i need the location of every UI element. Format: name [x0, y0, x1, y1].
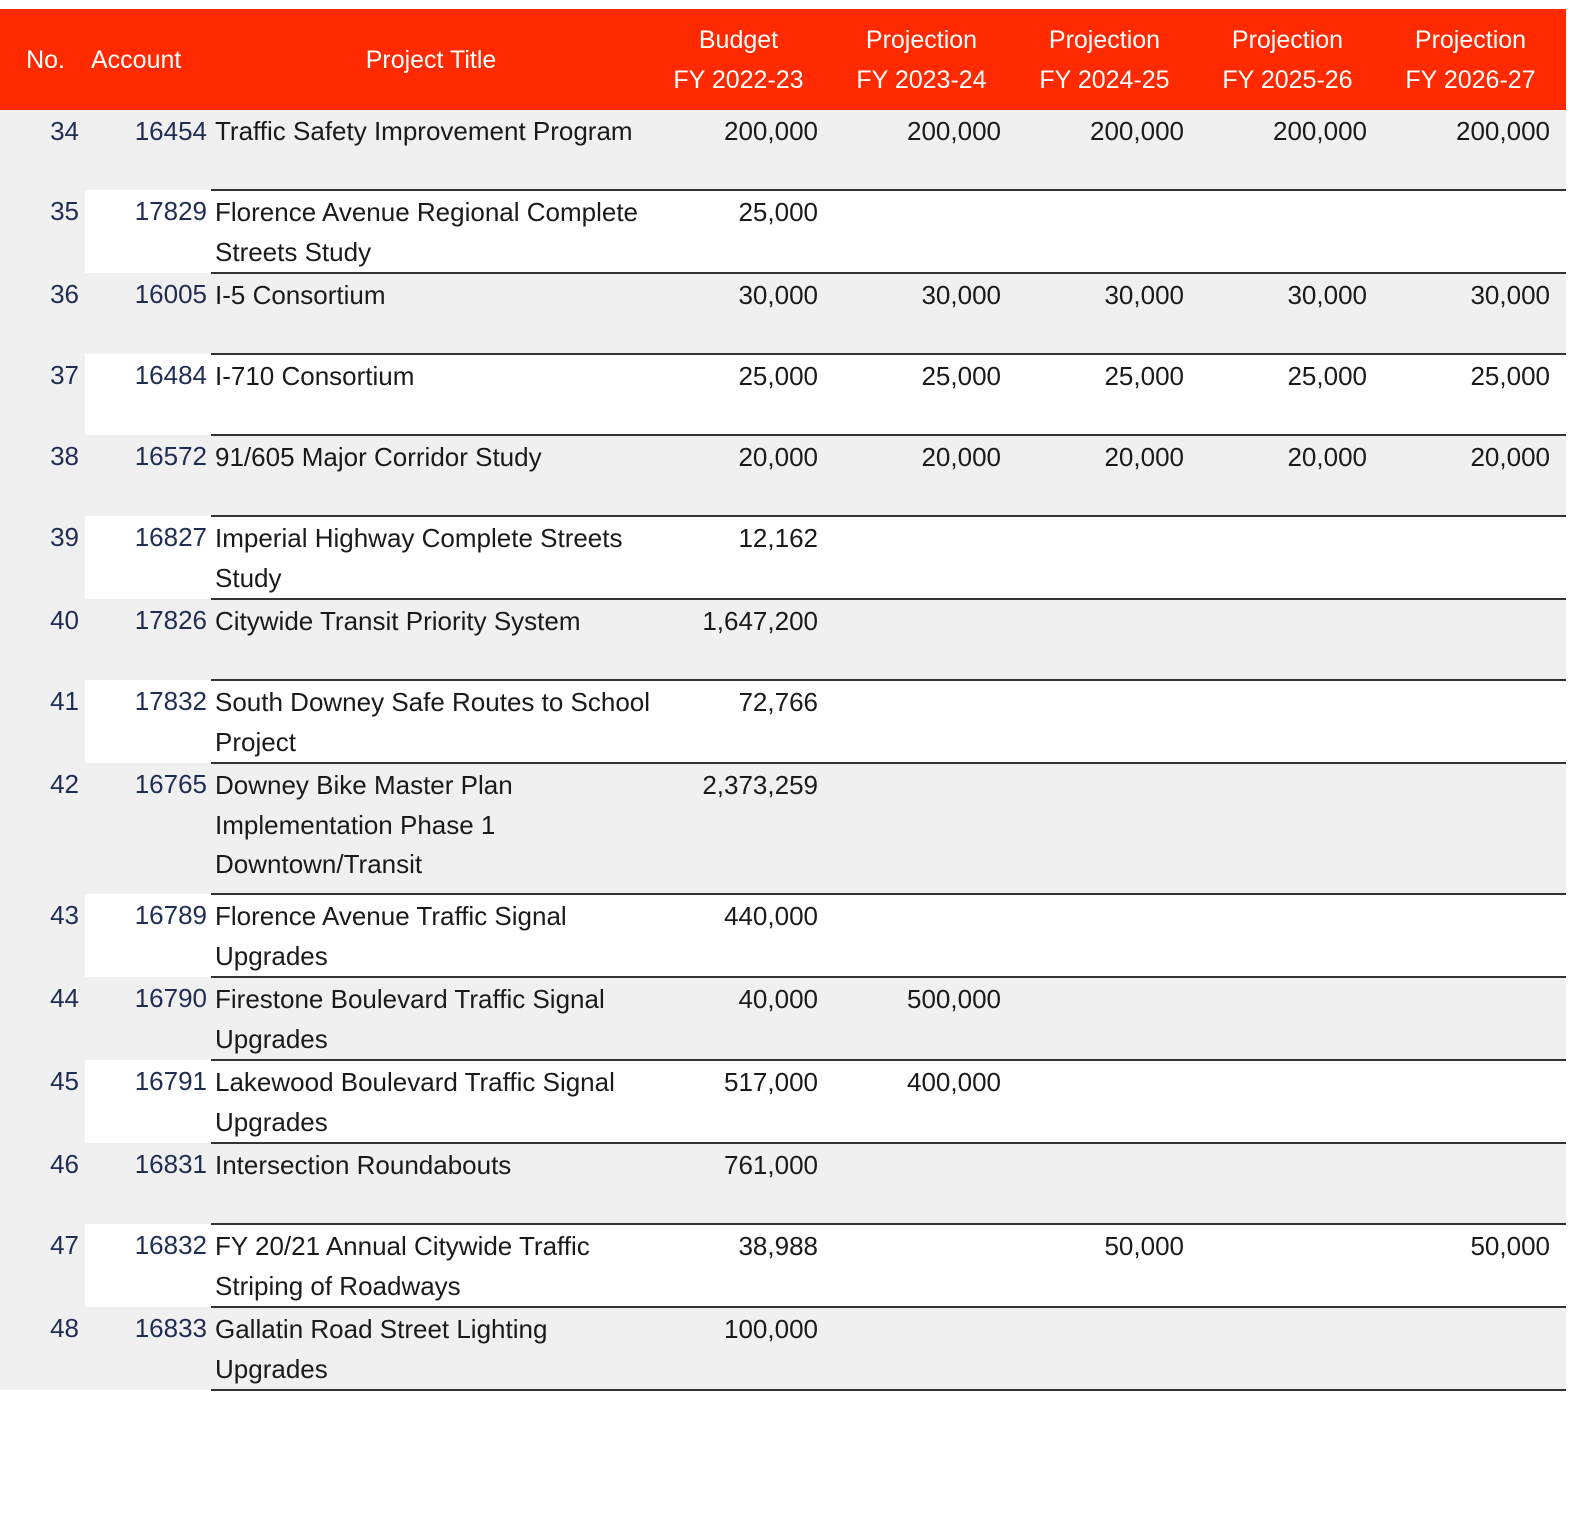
projection-fy-2026-27: 200,000 — [1383, 110, 1566, 190]
project-title: 91/605 Major Corridor Study — [211, 435, 651, 516]
project-title: South Downey Safe Routes to School Project — [211, 680, 651, 763]
projection-fy-2023-24 — [834, 516, 1017, 599]
row-number: 41 — [0, 680, 85, 763]
table-row — [0, 894, 1566, 977]
account-number: 17832 — [134, 686, 207, 716]
projection-fy-2025-26: 200,000 — [1200, 110, 1383, 190]
projection-fy-2025-26 — [1200, 1060, 1383, 1143]
header-year: FY 2023-24 — [856, 65, 987, 94]
projection-fy-2023-24 — [834, 763, 1017, 894]
project-title: I-710 Consortium — [211, 354, 651, 435]
projection-fy-2025-26 — [1200, 190, 1383, 273]
row-number: 42 — [0, 763, 85, 894]
account-number: 16005 — [85, 273, 211, 354]
projection-fy-2026-27 — [1383, 516, 1566, 599]
header-year: FY 2026-27 — [1405, 65, 1536, 94]
projection-fy-2024-25: 25,000 — [1017, 354, 1200, 435]
projection-fy-2026-27: 30,000 — [1383, 273, 1566, 354]
budget-fy-2022-23: 38,988 — [651, 1224, 834, 1307]
row-number: 47 — [0, 1224, 85, 1307]
row-number: 44 — [0, 977, 85, 1060]
account-number: 17829 — [134, 196, 207, 226]
row-number: 46 — [0, 1143, 85, 1224]
row-number: 36 — [0, 273, 85, 354]
table-row — [0, 1143, 1566, 1224]
projection-fy-2025-26 — [1200, 977, 1383, 1060]
project-title: Intersection Roundabouts — [211, 1143, 651, 1224]
projection-fy-2024-25 — [1017, 1307, 1200, 1390]
projection-fy-2024-25 — [1017, 977, 1200, 1060]
project-title: Downey Bike Master Plan Implementation Phase 1 Downtown/Transit — [211, 763, 651, 894]
projection-fy-2026-27: 50,000 — [1383, 1224, 1566, 1307]
account-number: 16827 — [134, 522, 207, 552]
row-number: 43 — [0, 894, 85, 977]
project-title: Firestone Boulevard Traffic Signal Upgrades — [211, 977, 651, 1060]
projection-fy-2023-24 — [834, 1224, 1017, 1307]
projection-fy-2023-24: 30,000 — [834, 273, 1017, 354]
projection-fy-2023-24: 20,000 — [834, 435, 1017, 516]
budget-fy-2022-23: 12,162 — [651, 516, 834, 599]
header-no: No. — [0, 9, 85, 110]
budget-fy-2022-23: 761,000 — [651, 1143, 834, 1224]
projection-fy-2023-24: 25,000 — [834, 354, 1017, 435]
row-number: 48 — [0, 1307, 85, 1390]
header-year: FY 2025-26 — [1222, 65, 1353, 94]
budget-fy-2022-23: 440,000 — [651, 894, 834, 977]
account-number: 16790 — [85, 977, 211, 1060]
account-number: 16484 — [134, 360, 207, 390]
budget-fy-2022-23: 40,000 — [651, 977, 834, 1060]
projection-fy-2025-26 — [1200, 1224, 1383, 1307]
projection-fy-2026-27 — [1383, 763, 1566, 894]
row-number: 45 — [0, 1060, 85, 1143]
table-header — [0, 9, 1566, 110]
projection-fy-2024-25 — [1017, 1060, 1200, 1143]
row-number: 40 — [0, 599, 85, 680]
projection-fy-2026-27 — [1383, 599, 1566, 680]
account-number: 16454 — [85, 110, 211, 190]
header-projection-fy-2024-25 — [1017, 9, 1200, 110]
header-projection-fy-2025-26 — [1200, 9, 1383, 110]
projection-fy-2023-24 — [834, 1307, 1017, 1390]
projection-fy-2025-26 — [1200, 599, 1383, 680]
table-row — [0, 1224, 1566, 1307]
project-title: Traffic Safety Improvement Program — [211, 110, 651, 190]
header-label: Projection — [1414, 25, 1527, 54]
header-projection-fy-2026-27 — [1383, 9, 1566, 110]
projection-fy-2025-26 — [1200, 763, 1383, 894]
projection-fy-2025-26 — [1200, 894, 1383, 977]
projection-fy-2024-25: 50,000 — [1017, 1224, 1200, 1307]
table-row — [0, 354, 1566, 435]
projection-fy-2023-24 — [834, 894, 1017, 977]
projection-fy-2023-24: 200,000 — [834, 110, 1017, 190]
projection-fy-2026-27 — [1383, 1307, 1566, 1390]
projection-fy-2023-24: 500,000 — [834, 977, 1017, 1060]
account-number: 16832 — [134, 1230, 207, 1260]
project-title: Florence Avenue Traffic Signal Upgrades — [211, 894, 651, 977]
project-title: Imperial Highway Complete Streets Study — [211, 516, 651, 599]
budget-fy-2022-23: 72,766 — [651, 680, 834, 763]
header-project-title: Project Title — [211, 9, 651, 110]
project-title: Citywide Transit Priority System — [211, 599, 651, 680]
projection-fy-2026-27 — [1383, 1143, 1566, 1224]
header-year: FY 2022-23 — [673, 65, 804, 94]
table-row — [0, 977, 1566, 1060]
projection-fy-2025-26 — [1200, 1307, 1383, 1390]
projection-fy-2025-26 — [1200, 680, 1383, 763]
projection-fy-2023-24 — [834, 599, 1017, 680]
projection-fy-2024-25 — [1017, 894, 1200, 977]
budget-fy-2022-23: 100,000 — [651, 1307, 834, 1390]
projection-fy-2026-27: 25,000 — [1383, 354, 1566, 435]
table-row — [0, 1307, 1566, 1390]
projection-fy-2026-27 — [1383, 680, 1566, 763]
projection-fy-2025-26 — [1200, 516, 1383, 599]
projection-fy-2025-26 — [1200, 1143, 1383, 1224]
account-number: 17826 — [85, 599, 211, 680]
projection-fy-2024-25 — [1017, 1143, 1200, 1224]
account-number: 16833 — [85, 1307, 211, 1390]
table-row — [0, 110, 1566, 190]
projection-fy-2025-26: 20,000 — [1200, 435, 1383, 516]
projection-fy-2024-25 — [1017, 599, 1200, 680]
header-projection-fy-2023-24 — [834, 9, 1017, 110]
projection-fy-2023-24 — [834, 190, 1017, 273]
projection-fy-2024-25: 20,000 — [1017, 435, 1200, 516]
table-body — [0, 110, 1566, 1390]
budget-fy-2022-23: 30,000 — [651, 273, 834, 354]
capital-projects-table-wrap — [0, 9, 1563, 1391]
header-label: Projection — [1231, 25, 1344, 54]
table-row — [0, 763, 1566, 894]
budget-fy-2022-23: 200,000 — [651, 110, 834, 190]
row-number: 39 — [0, 516, 85, 599]
row-number: 35 — [0, 190, 85, 273]
projection-fy-2026-27 — [1383, 894, 1566, 977]
account-number: 16831 — [85, 1143, 211, 1224]
projection-fy-2026-27 — [1383, 190, 1566, 273]
projection-fy-2025-26: 30,000 — [1200, 273, 1383, 354]
table-row — [0, 190, 1566, 273]
project-title: Gallatin Road Street Lighting Upgrades — [211, 1307, 651, 1390]
account-number: 16791 — [134, 1066, 207, 1096]
table-row — [0, 680, 1566, 763]
budget-fy-2022-23: 1,647,200 — [651, 599, 834, 680]
project-title: FY 20/21 Annual Citywide Traffic Striping of Roadways — [211, 1224, 651, 1307]
budget-fy-2022-23: 517,000 — [651, 1060, 834, 1143]
projection-fy-2024-25: 30,000 — [1017, 273, 1200, 354]
projection-fy-2023-24: 400,000 — [834, 1060, 1017, 1143]
projection-fy-2026-27 — [1383, 1060, 1566, 1143]
budget-fy-2022-23: 25,000 — [651, 354, 834, 435]
projection-fy-2024-25 — [1017, 680, 1200, 763]
projection-fy-2024-25 — [1017, 763, 1200, 894]
projection-fy-2023-24 — [834, 1143, 1017, 1224]
projection-fy-2025-26: 25,000 — [1200, 354, 1383, 435]
table-row — [0, 599, 1566, 680]
header-year: FY 2024-25 — [1039, 65, 1170, 94]
account-number: 16765 — [85, 763, 211, 894]
row-number: 37 — [0, 354, 85, 435]
project-title: Florence Avenue Regional Complete Streets Study — [211, 190, 651, 273]
projection-fy-2023-24 — [834, 680, 1017, 763]
table-row — [0, 1060, 1566, 1143]
header-label: Projection — [1048, 25, 1161, 54]
table-row — [0, 435, 1566, 516]
capital-projects-table — [0, 9, 1566, 1391]
project-title: I-5 Consortium — [211, 273, 651, 354]
projection-fy-2024-25: 200,000 — [1017, 110, 1200, 190]
header-label: Budget — [698, 25, 779, 54]
projection-fy-2024-25 — [1017, 190, 1200, 273]
projection-fy-2026-27 — [1383, 977, 1566, 1060]
table-row — [0, 273, 1566, 354]
header-label: Projection — [865, 25, 978, 54]
table-row — [0, 516, 1566, 599]
row-number: 38 — [0, 435, 85, 516]
budget-fy-2022-23: 25,000 — [651, 190, 834, 273]
budget-fy-2022-23: 20,000 — [651, 435, 834, 516]
header-account: Account — [85, 9, 211, 110]
projection-fy-2024-25 — [1017, 516, 1200, 599]
projection-fy-2026-27: 20,000 — [1383, 435, 1566, 516]
account-number: 16789 — [134, 900, 207, 930]
budget-fy-2022-23: 2,373,259 — [651, 763, 834, 894]
row-number: 34 — [0, 110, 85, 190]
header-budget-fy-2022-23 — [651, 9, 834, 110]
account-number: 16572 — [85, 435, 211, 516]
project-title: Lakewood Boulevard Traffic Signal Upgrades — [211, 1060, 651, 1143]
